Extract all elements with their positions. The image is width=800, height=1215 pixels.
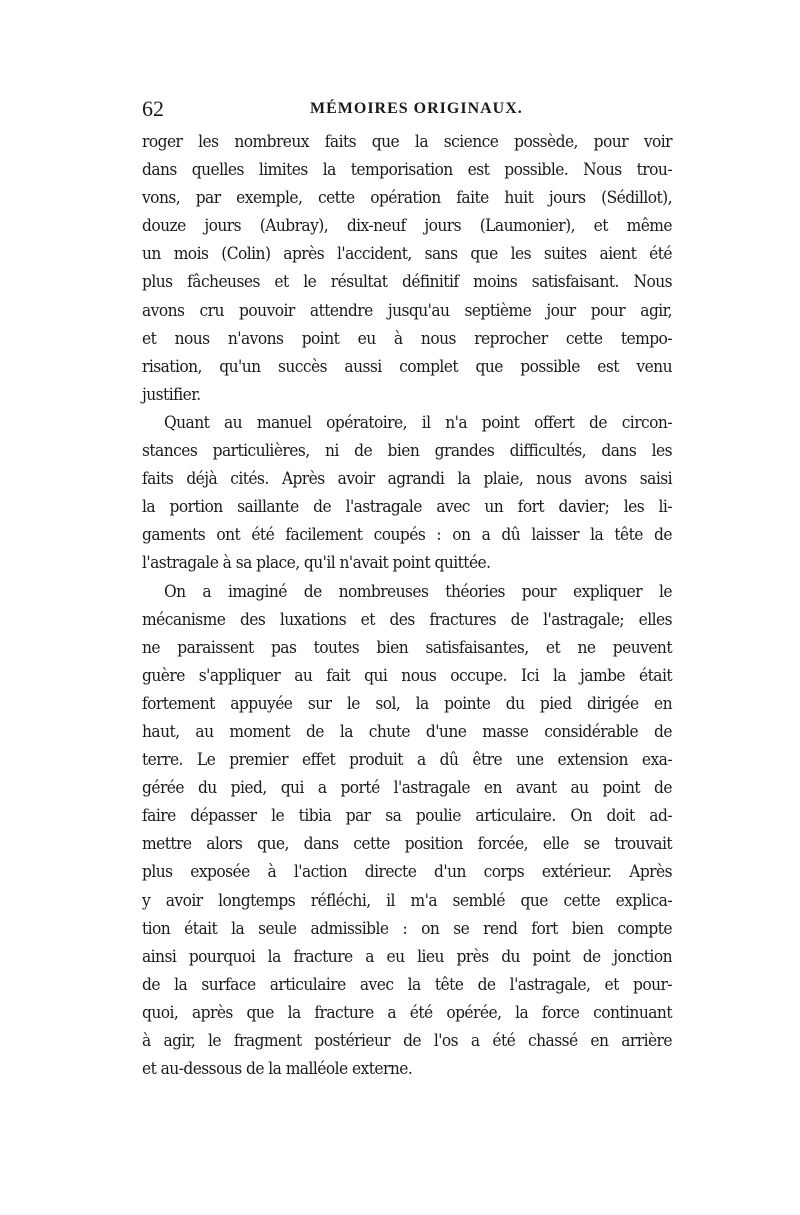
page-number: 62 bbox=[142, 96, 164, 121]
text-line: stances particulières, ni de bien grandes difficultés, dans les bbox=[142, 441, 672, 462]
text-line: mettre alors que, dans cette position forcée, elle se trouvait bbox=[142, 834, 672, 855]
body-text bbox=[142, 128, 672, 1083]
text-line: un mois (Colin) après l'accident, sans que les suites aient été bbox=[142, 244, 672, 265]
text-line: ne paraissent pas toutes bien satisfaisantes, et ne peuvent bbox=[142, 637, 672, 658]
text-line: haut, au moment de la chute d'une masse considérable de bbox=[142, 721, 672, 742]
text-line: ainsi pourquoi la fracture a eu lieu près du point de jonction bbox=[142, 946, 672, 967]
text-line: et nous n'avons point eu à nous reprocher cette tempo- bbox=[142, 328, 672, 349]
running-head bbox=[142, 96, 672, 122]
text-line: gérée du pied, qui a porté l'astragale en avant au point de bbox=[142, 778, 672, 799]
text-line: mécanisme des luxations et des fractures de l'astragale; elles bbox=[142, 609, 672, 630]
text-line: y avoir longtemps réfléchi, il m'a semblé que cette explica- bbox=[142, 890, 672, 911]
text-line: plus fâcheuses et le résultat définitif moins satisfaisant. Nous bbox=[142, 272, 672, 293]
text-line: faire dépasser le tibia par sa poulie articulaire. On doit ad- bbox=[142, 806, 672, 827]
text-line: l'astragale à sa place, qu'il n'avait point quittée. bbox=[142, 553, 491, 574]
text-line: de la surface articulaire avec la tête de l'astragale, et pour- bbox=[142, 974, 672, 995]
text-line: faits déjà cités. Après avoir agrandi la plaie, nous avons saisi bbox=[142, 469, 672, 490]
text-line: justifier. bbox=[142, 384, 201, 405]
text-line: risation, qu'un succès aussi complet que possible est venu bbox=[142, 356, 672, 377]
text-line: On a imaginé de nombreuses théories pour expliquer le bbox=[164, 581, 672, 602]
text-line: dans quelles limites la temporisation est possible. Nous trou- bbox=[142, 160, 672, 181]
text-line: tion était la seule admissible : on se rend fort bien compte bbox=[142, 918, 672, 939]
text-line: plus exposée à l'action directe d'un corps extérieur. Après bbox=[142, 862, 672, 883]
text-line: guère s'appliquer au fait qui nous occupe. Ici la jambe était bbox=[142, 665, 672, 686]
text-line: à agir, le fragment postérieur de l'os a été chassé en arrière bbox=[142, 1031, 672, 1051]
text-line: quoi, après que la fracture a été opérée, la force continuant bbox=[142, 1002, 672, 1023]
text-line: et au-dessous de la malléole externe. bbox=[142, 1059, 413, 1080]
text-line: douze jours (Aubray), dix-neuf jours (Laumonier), et même bbox=[142, 216, 672, 237]
text-line: fortement appuyée sur le sol, la pointe du pied dirigée en bbox=[142, 693, 672, 714]
running-title: MÉMOIRES ORIGINAUX. bbox=[310, 100, 523, 117]
text-line: vons, par exemple, cette opération faite huit jours (Sédillot), bbox=[142, 188, 672, 209]
text-line: Quant au manuel opératoire, il n'a point offert de circon- bbox=[164, 412, 672, 433]
text-line: roger les nombreux faits que la science possède, pour voir bbox=[142, 132, 672, 152]
text-line: terre. Le premier effet produit a dû être une extension exa- bbox=[142, 750, 672, 771]
text-line: gaments ont été facilement coupés : on a dû laisser la tête de bbox=[142, 525, 672, 546]
text-line: avons cru pouvoir attendre jusqu'au septième jour pour agir, bbox=[142, 300, 672, 321]
text-line: la portion saillante de l'astragale avec un fort davier; les li- bbox=[142, 497, 672, 518]
